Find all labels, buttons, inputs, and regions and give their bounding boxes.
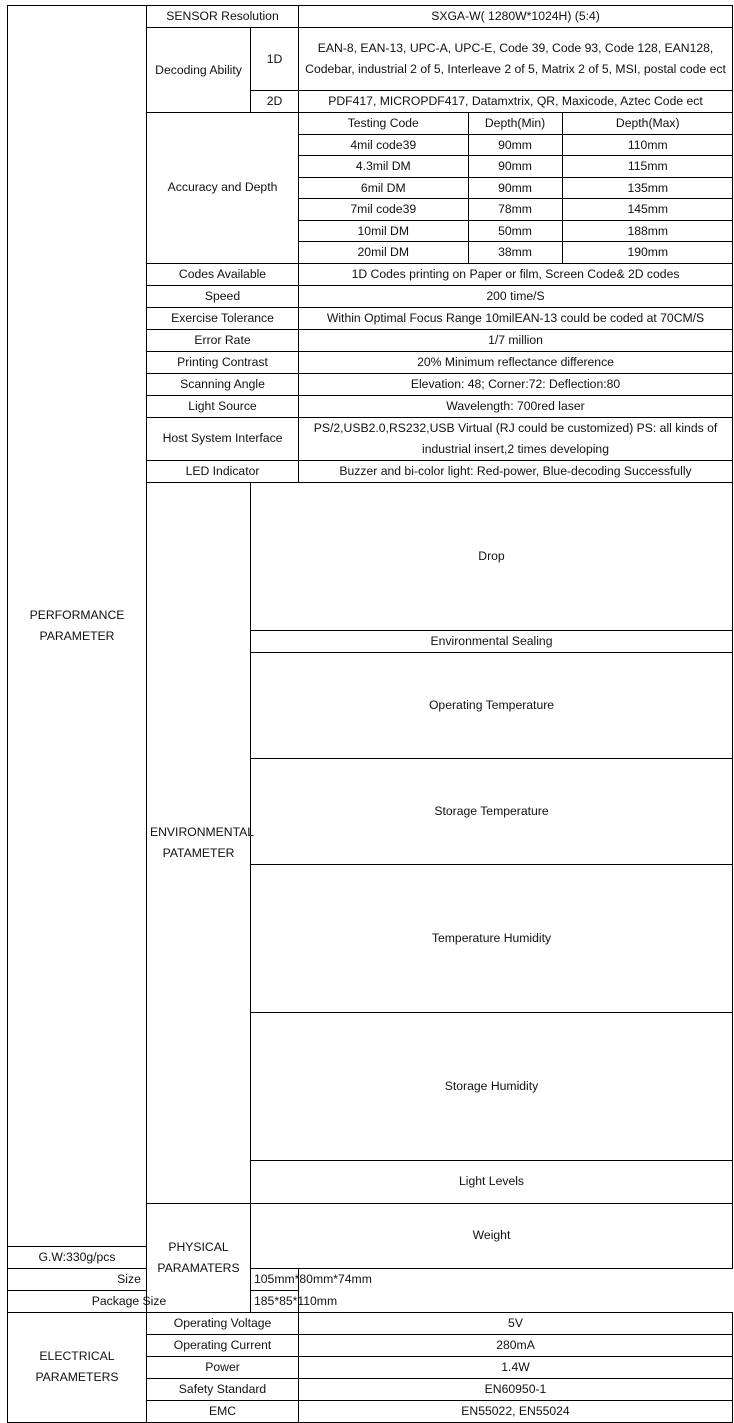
row-label: EMC xyxy=(147,1400,299,1422)
row-value: SXGA-W( 1280W*1024H) (5:4) xyxy=(299,6,733,28)
decoding-2d-label: 2D xyxy=(251,91,299,113)
group-performance: PERFORMANCE PARAMETER xyxy=(8,6,147,1247)
row-label: Codes Available xyxy=(147,263,299,285)
row-value: PS/2,USB2.0,RS232,USB Virtual (RJ could be customized) PS: all kinds of industrial insert,2 times developing xyxy=(299,417,733,460)
row-label: Temperature Humidity xyxy=(251,864,733,1012)
row-value: Wavelength: 700red laser xyxy=(299,395,733,417)
row-label: Host System Interface xyxy=(147,417,299,460)
row-label: Storage Temperature xyxy=(251,758,733,864)
cell-depth-min: 78mm xyxy=(468,199,562,221)
cell-testing-code: 10mil DM xyxy=(299,220,468,242)
header-depth-min: Depth(Min) xyxy=(468,113,562,134)
row-value: 105mm*80mm*74mm xyxy=(251,1268,299,1290)
group-environmental: ENVIRONMENTAL PATAMETER xyxy=(147,482,251,1203)
cell-depth-max: 145mm xyxy=(562,199,733,221)
cell-testing-code: 6mil DM xyxy=(299,177,468,199)
row-label: Operating Voltage xyxy=(147,1312,299,1334)
row-label: Operating Temperature xyxy=(251,652,733,758)
row-value: Within Optimal Focus Range 10milEAN-13 could be coded at 70CM/S xyxy=(299,307,733,329)
row-label: Error Rate xyxy=(147,329,299,351)
header-testing-code: Testing Code xyxy=(299,113,468,134)
row-label: Printing Contrast xyxy=(147,351,299,373)
row-label: Storage Humidity xyxy=(251,1012,733,1160)
header-depth-max: Depth(Max) xyxy=(562,113,733,134)
accuracy-depth-cell xyxy=(299,113,733,264)
row-value: 280mA xyxy=(299,1334,733,1356)
row-label: Scanning Angle xyxy=(147,373,299,395)
row-value: 5V xyxy=(299,1312,733,1334)
accuracy-depth-label: Accuracy and Depth xyxy=(147,113,299,264)
table-row xyxy=(8,6,733,28)
weight-gross-value: G.W:330g/pcs xyxy=(8,1246,147,1268)
cell-testing-code: 20mil DM xyxy=(299,242,468,263)
decoding-1d-label: 1D xyxy=(251,28,299,91)
cell-testing-code: 4.3mil DM xyxy=(299,156,468,178)
cell-testing-code: 4mil code39 xyxy=(299,134,468,156)
cell-testing-code: 7mil code39 xyxy=(299,199,468,221)
row-value: 1/7 million xyxy=(299,329,733,351)
row-value: EN60950-1 xyxy=(299,1378,733,1400)
cell-depth-min: 50mm xyxy=(468,220,562,242)
row-label: Power xyxy=(147,1356,299,1378)
row-value: Buzzer and bi-color light: Red-power, Blue-decoding Successfully xyxy=(299,460,733,482)
row-value: 200 time/S xyxy=(299,285,733,307)
accuracy-row xyxy=(299,156,733,178)
cell-depth-min: 90mm xyxy=(468,156,562,178)
cell-depth-max: 115mm xyxy=(562,156,733,178)
row-value: 20% Minimum reflectance difference xyxy=(299,351,733,373)
cell-depth-max: 110mm xyxy=(562,134,733,156)
accuracy-depth-table xyxy=(299,113,733,263)
row-label: Environmental Sealing xyxy=(251,630,733,652)
cell-depth-max: 135mm xyxy=(562,177,733,199)
accuracy-row xyxy=(299,134,733,156)
table-row xyxy=(8,1312,733,1334)
row-label: Safety Standard xyxy=(147,1378,299,1400)
group-electrical: ELECTRICAL PARAMETERS xyxy=(8,1312,147,1422)
row-label: LED Indicator xyxy=(147,460,299,482)
decoding-ability-label: Decoding Ability xyxy=(147,28,251,113)
row-value: 1D Codes printing on Paper or film, Screen Code& 2D codes xyxy=(299,263,733,285)
row-value: 1.4W xyxy=(299,1356,733,1378)
decoding-1d-value: EAN-8, EAN-13, UPC-A, UPC-E, Code 39, Code 93, Code 128, EAN128, Codebar, industrial 2 of 5, Interleave 2 of 5, Matrix 2 of 5, MSI, postal code ect xyxy=(299,28,733,91)
row-value: EN55022, EN55024 xyxy=(299,1400,733,1422)
accuracy-row xyxy=(299,199,733,221)
table-row xyxy=(8,1268,733,1290)
cell-depth-min: 90mm xyxy=(468,134,562,156)
row-label: Package Size xyxy=(8,1290,251,1312)
accuracy-row xyxy=(299,177,733,199)
decoding-2d-value: PDF417, MICROPDF417, Datamxtrix, QR, Maxicode, Aztec Code ect xyxy=(299,91,733,113)
row-label: Light Source xyxy=(147,395,299,417)
weight-label: Weight xyxy=(251,1203,733,1268)
row-label: Speed xyxy=(147,285,299,307)
spec-table xyxy=(7,5,733,1423)
row-label: Size xyxy=(8,1268,251,1290)
cell-depth-max: 190mm xyxy=(562,242,733,263)
accuracy-row xyxy=(299,220,733,242)
accuracy-header-row xyxy=(299,113,733,134)
row-label: SENSOR Resolution xyxy=(147,6,299,28)
table-row xyxy=(8,1290,733,1312)
group-physical: PHYSICAL PARAMATERS xyxy=(147,1203,251,1312)
cell-depth-min: 90mm xyxy=(468,177,562,199)
row-label: Drop xyxy=(251,482,733,630)
row-value: 185*85*110mm xyxy=(251,1290,299,1312)
cell-depth-max: 188mm xyxy=(562,220,733,242)
row-value: Elevation: 48; Corner:72: Deflection:80 xyxy=(299,373,733,395)
row-label: Operating Current xyxy=(147,1334,299,1356)
accuracy-row xyxy=(299,242,733,263)
cell-depth-min: 38mm xyxy=(468,242,562,263)
row-label: Exercise Tolerance xyxy=(147,307,299,329)
row-label: Light Levels xyxy=(251,1160,733,1203)
